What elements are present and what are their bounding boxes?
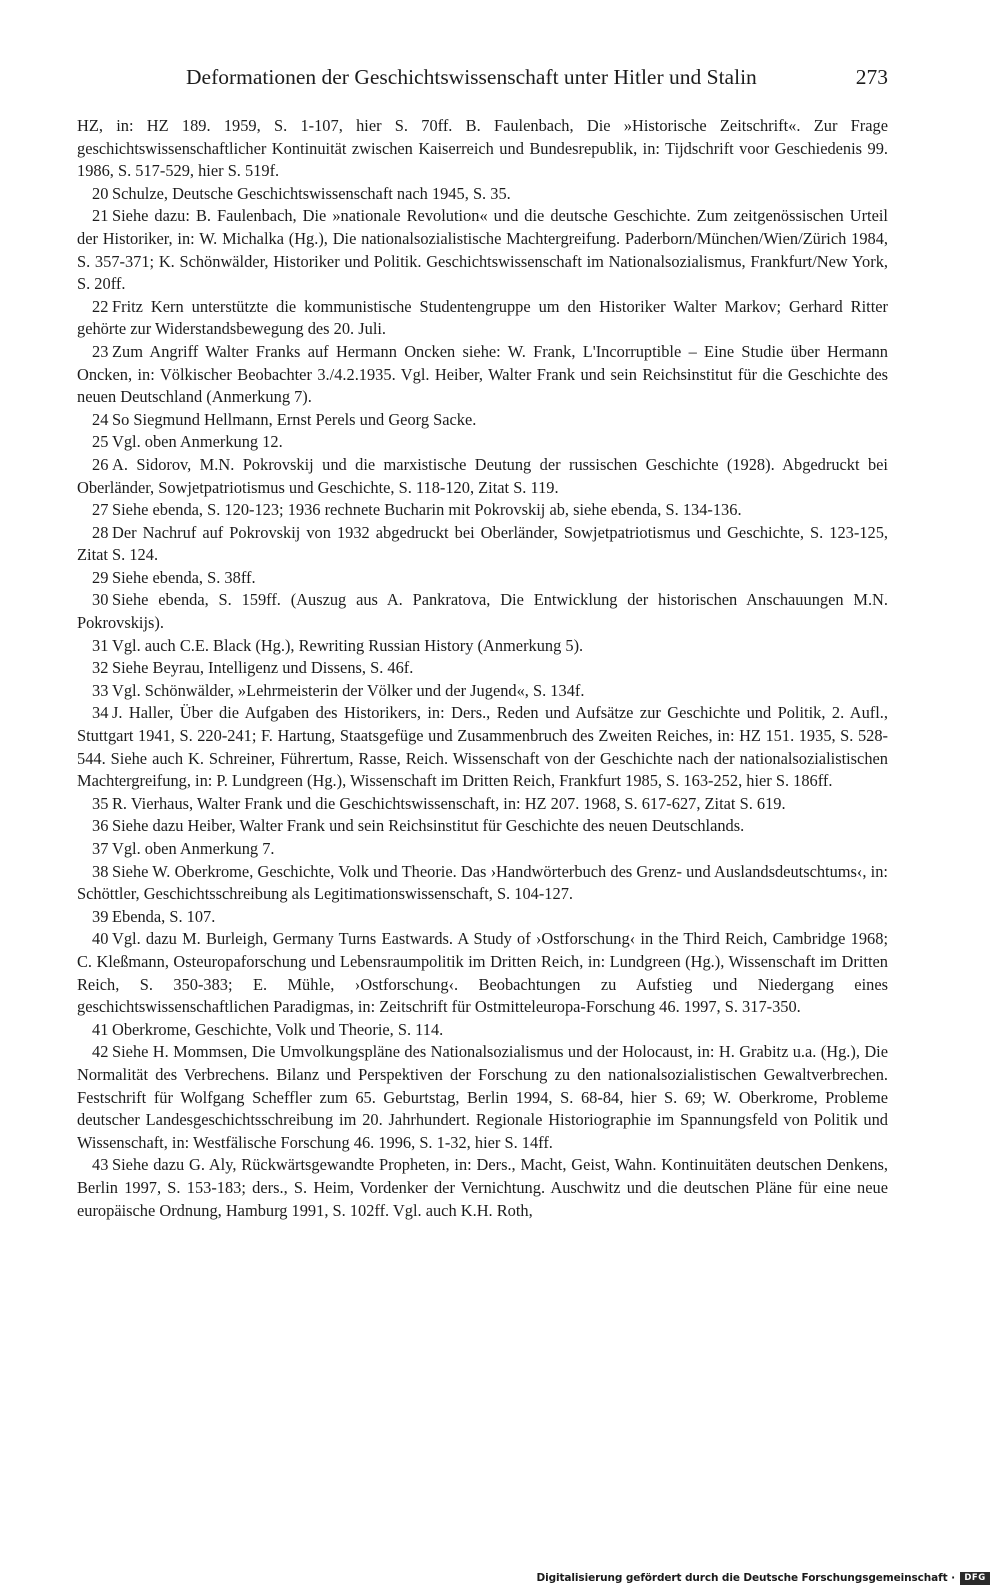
note-text: So Siegmund Hellmann, Ernst Perels und Georg Sacke. bbox=[112, 409, 477, 429]
page-header bbox=[90, 62, 888, 92]
note-number: 22 bbox=[92, 296, 109, 316]
note-continuation bbox=[77, 115, 888, 183]
footnotes bbox=[77, 115, 888, 1222]
note-26 bbox=[77, 454, 888, 499]
note-32 bbox=[77, 657, 888, 680]
note-text: Vgl. Schönwälder, »Lehrmeisterin der Völker und der Jugend«, S. 134f. bbox=[112, 680, 585, 700]
note-text: Siehe ebenda, S. 120-123; 1936 rechnete Bucharin mit Pokrovskij ab, siehe ebenda, S. 134-136. bbox=[112, 500, 742, 520]
note-number: 42 bbox=[92, 1042, 109, 1062]
note-25 bbox=[77, 431, 888, 454]
note-number: 41 bbox=[92, 1019, 109, 1039]
note-number: 40 bbox=[92, 929, 109, 949]
note-20 bbox=[77, 183, 888, 206]
note-24 bbox=[77, 409, 888, 432]
note-text: Siehe ebenda, S. 159ff. (Auszug aus A. Pankratova, Die Entwicklung der historischen Anschauungen M.N. Pokrovskijs). bbox=[77, 590, 888, 633]
note-number: 25 bbox=[92, 432, 109, 452]
dfg-logo-icon: DFG bbox=[960, 1572, 990, 1585]
note-number: 24 bbox=[92, 409, 109, 429]
digitization-footer bbox=[536, 1570, 990, 1586]
note-number: 38 bbox=[92, 861, 109, 881]
note-number: 30 bbox=[92, 590, 109, 610]
note-text: HZ, in: HZ 189. 1959, S. 1-107, hier S. 70ff. B. Faulenbach, Die »Historische Zeitschrift«. Zur Frage geschichtswissenschaftlicher Kontinuität zwischen Kaiserreich und Bundesrepublik, in: Tijdschrift voor Geschiedenis 99. 1986, S. 517-529, hier S. 519f. bbox=[77, 116, 888, 181]
note-29 bbox=[77, 567, 888, 590]
note-text: A. Sidorov, M.N. Pokrovskij und die marxistische Deutung der russischen Geschichte (1928). Abgedruckt bei Oberländer, Sowjetpatriotismus und Geschichte, S. 118-120, Zitat S. 119. bbox=[77, 454, 888, 497]
note-31 bbox=[77, 635, 888, 658]
note-40 bbox=[77, 928, 888, 1018]
footer-credit: Digitalisierung gefördert durch die Deutsche Forschungsgemeinschaft · bbox=[536, 1572, 955, 1584]
note-43 bbox=[77, 1154, 888, 1222]
note-21 bbox=[77, 205, 888, 295]
note-text: J. Haller, Über die Aufgaben des Historikers, in: Ders., Reden und Aufsätze zur Geschichte und Politik, 2. Aufl., Stuttgart 1941, S. 220-241; F. Hartung, Staatsgefüge und Zusammenbruch des Zweiten Reiches, in: HZ 151. 1935, S. 528-544. Siehe auch K. Schreiner, Führertum, Rasse, Reich. Wissenschaft von der Geschichte nach der nationalsozialistischen Machtergreifung, in: P. Lundgreen (Hg.), Wissenschaft im Dritten Reich, Frankfurt 1985, S. 163-252, hier S. 186ff. bbox=[77, 703, 888, 791]
note-number: 29 bbox=[92, 567, 109, 587]
note-42 bbox=[77, 1041, 888, 1154]
note-number: 23 bbox=[92, 341, 109, 361]
note-30 bbox=[77, 589, 888, 634]
note-text: Zum Angriff Walter Franks auf Hermann Oncken siehe: W. Frank, L'Incorruptible – Eine Studie über Hermann Oncken, in: Völkischer Beobachter 3./4.2.1935. Vgl. Heiber, Walter Frank und sein Reichsinstitut für die Geschichte des neuen Deutschland (Anmerkung 7). bbox=[77, 341, 888, 407]
note-number: 43 bbox=[92, 1155, 109, 1175]
note-27 bbox=[77, 499, 888, 522]
note-22 bbox=[77, 296, 888, 341]
note-text: Der Nachruf auf Pokrovskij von 1932 abgedruckt bei Oberländer, Sowjetpatriotismus und Geschichte, S. 123-125, Zitat S. 124. bbox=[77, 522, 888, 565]
note-text: Vgl. oben Anmerkung 12. bbox=[112, 432, 283, 452]
note-number: 36 bbox=[92, 816, 109, 836]
note-text: Vgl. auch C.E. Black (Hg.), Rewriting Russian History (Anmerkung 5). bbox=[112, 635, 584, 655]
note-number: 27 bbox=[92, 500, 109, 520]
note-39 bbox=[77, 906, 888, 929]
note-number: 20 bbox=[92, 183, 109, 203]
note-number: 32 bbox=[92, 658, 109, 678]
note-35 bbox=[77, 793, 888, 816]
note-number: 34 bbox=[92, 703, 109, 723]
note-37 bbox=[77, 838, 888, 861]
note-text: Ebenda, S. 107. bbox=[112, 906, 216, 926]
note-23 bbox=[77, 341, 888, 409]
note-text: Siehe H. Mommsen, Die Umvolkungspläne des Nationalsozialismus und der Holocaust, in: H. Grabitz u.a. (Hg.), Die Normalität des Verbrechens. Bilanz und Perspektiven der Forschung zu den nationalsozialistischen Gewaltverbrechen. Festschrift für Wolfgang Scheffler zum 65. Geburtstag, Berlin 1994, S. 68-84, hier S. 69; W. Oberkrome, Probleme deutscher Landesgeschichtsschreibung im 20. Jahrhundert. Regionale Historiographie im Spannungsfeld von Politik und Wissenschaft, in: Westfälische Forschung 46. 1996, S. 1-32, hier S. 14ff. bbox=[77, 1042, 888, 1152]
note-number: 37 bbox=[92, 839, 109, 858]
note-text: Schulze, Deutsche Geschichtswissenschaft nach 1945, S. 35. bbox=[112, 183, 511, 203]
page-number: 273 bbox=[855, 65, 888, 89]
note-33 bbox=[77, 680, 888, 703]
running-title: Deformationen der Geschichtswissenschaft unter Hitler und Stalin bbox=[186, 65, 757, 89]
note-38 bbox=[77, 861, 888, 906]
note-34 bbox=[77, 702, 888, 792]
note-text: R. Vierhaus, Walter Frank und die Geschichtswissenschaft, in: HZ 207. 1968, S. 617-627, Zitat S. 619. bbox=[112, 793, 786, 813]
note-number: 28 bbox=[92, 522, 109, 542]
note-number: 35 bbox=[92, 793, 109, 813]
note-number: 26 bbox=[92, 454, 109, 474]
note-text: Siehe dazu Heiber, Walter Frank und sein Reichsinstitut für Geschichte des neuen Deutschlands. bbox=[112, 816, 745, 836]
note-text: Siehe ebenda, S. 38ff. bbox=[112, 567, 256, 587]
note-text: Siehe dazu G. Aly, Rückwärtsgewandte Propheten, in: Ders., Macht, Geist, Wahn. Kontinuitäten deutschen Denkens, Berlin 1997, S. 153-183; ders., S. Heim, Vordenker der Vernichtung. Auschwitz und die deutschen Pläne für eine neue europäische Ordnung, Hamburg 1991, S. 102ff. Vgl. auch K.H. Roth, bbox=[77, 1155, 888, 1220]
note-text: Vgl. dazu M. Burleigh, Germany Turns Eastwards. A Study of ›Ostforschung‹ in the Third Reich, Cambridge 1968; C. Kleßmann, Osteuropaforschung und Lebensraumpolitik im Dritten Reich, in: Lundgreen (Hg.), Wissenschaft im Dritten Reich, S. 350-383; E. Mühle, ›Ostforschung‹. Beobachtungen zu Aufstieg und Niedergang eines geschichtswissenschaftlichen Paradigmas, in: Zeitschrift für Ostmitteleuropa-Forschung 46. 1997, S. 317-350. bbox=[77, 929, 888, 1017]
note-text: Fritz Kern unterstützte die kommunistische Studentengruppe um den Historiker Walter Markov; Gerhard Ritter gehörte zur Widerstandsbewegung des 20. Juli. bbox=[77, 296, 888, 339]
note-text: Siehe W. Oberkrome, Geschichte, Volk und Theorie. Das ›Handwörterbuch des Grenz- und Auslandsdeutschtums‹, in: Schöttler, Geschichtsschreibung als Legitimationswissenschaft, S. 104-127. bbox=[77, 861, 888, 904]
note-number: 31 bbox=[92, 635, 109, 655]
note-text: Siehe dazu: B. Faulenbach, Die »nationale Revolution« und die deutsche Geschichte. Zum zeitgenössischen Urteil der Historiker, in: W. Michalka (Hg.), Die nationalsozialistische Machtergreifung. Paderborn/München/Wien/Zürich 1984, S. 357-371; K. Schönwälder, Historiker und Politik. Geschichtswissenschaft im Nationalsozialismus, Frankfurt/New York, S. 20ff. bbox=[77, 206, 888, 294]
note-36 bbox=[77, 815, 888, 838]
note-number: 39 bbox=[92, 906, 109, 926]
note-28 bbox=[77, 522, 888, 567]
note-41 bbox=[77, 1019, 888, 1042]
note-text: Oberkrome, Geschichte, Volk und Theorie, S. 114. bbox=[112, 1019, 444, 1039]
note-text: Siehe Beyrau, Intelligenz und Dissens, S. 46f. bbox=[112, 658, 414, 678]
note-number: 21 bbox=[92, 206, 109, 226]
note-text: Vgl. oben Anmerkung 7. bbox=[112, 839, 275, 858]
note-number: 33 bbox=[92, 680, 109, 700]
